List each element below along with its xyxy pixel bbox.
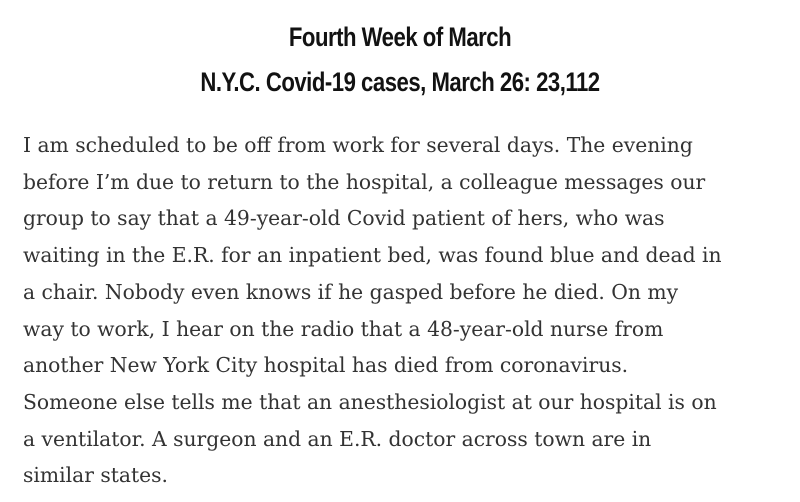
paragraph-line: another New York City hospital has died from coronavirus. (23, 353, 629, 378)
section-heading: Fourth Week of March (288, 22, 512, 52)
paragraph-line: way to work, I hear on the radio that a 48-year-old nurse from (23, 316, 664, 341)
paragraph-line: a chair. Nobody even knows if he gasped before he died. On my (23, 279, 679, 304)
paragraph-line: similar states. (23, 463, 168, 488)
paragraph-line: waiting in the E.R. for an inpatient bed, was found blue and dead in (23, 243, 722, 268)
paragraph-line: a ventilator. A surgeon and an E.R. doctor across town are in (23, 426, 652, 451)
paragraph-line: Someone else tells me that an anesthesiologist at our hospital is on (23, 389, 717, 414)
paragraph-line: group to say that a 49-year-old Covid patient of hers, who was (23, 206, 665, 231)
case-count-subheading: N.Y.C. Covid-19 cases, March 26: 23,112 (200, 67, 600, 97)
paragraph-line: I am scheduled to be off from work for several days. The evening (23, 133, 693, 157)
article-paragraph (23, 127, 783, 494)
paragraph-line: before I’m due to return to the hospital, a colleague messages our (23, 169, 706, 194)
